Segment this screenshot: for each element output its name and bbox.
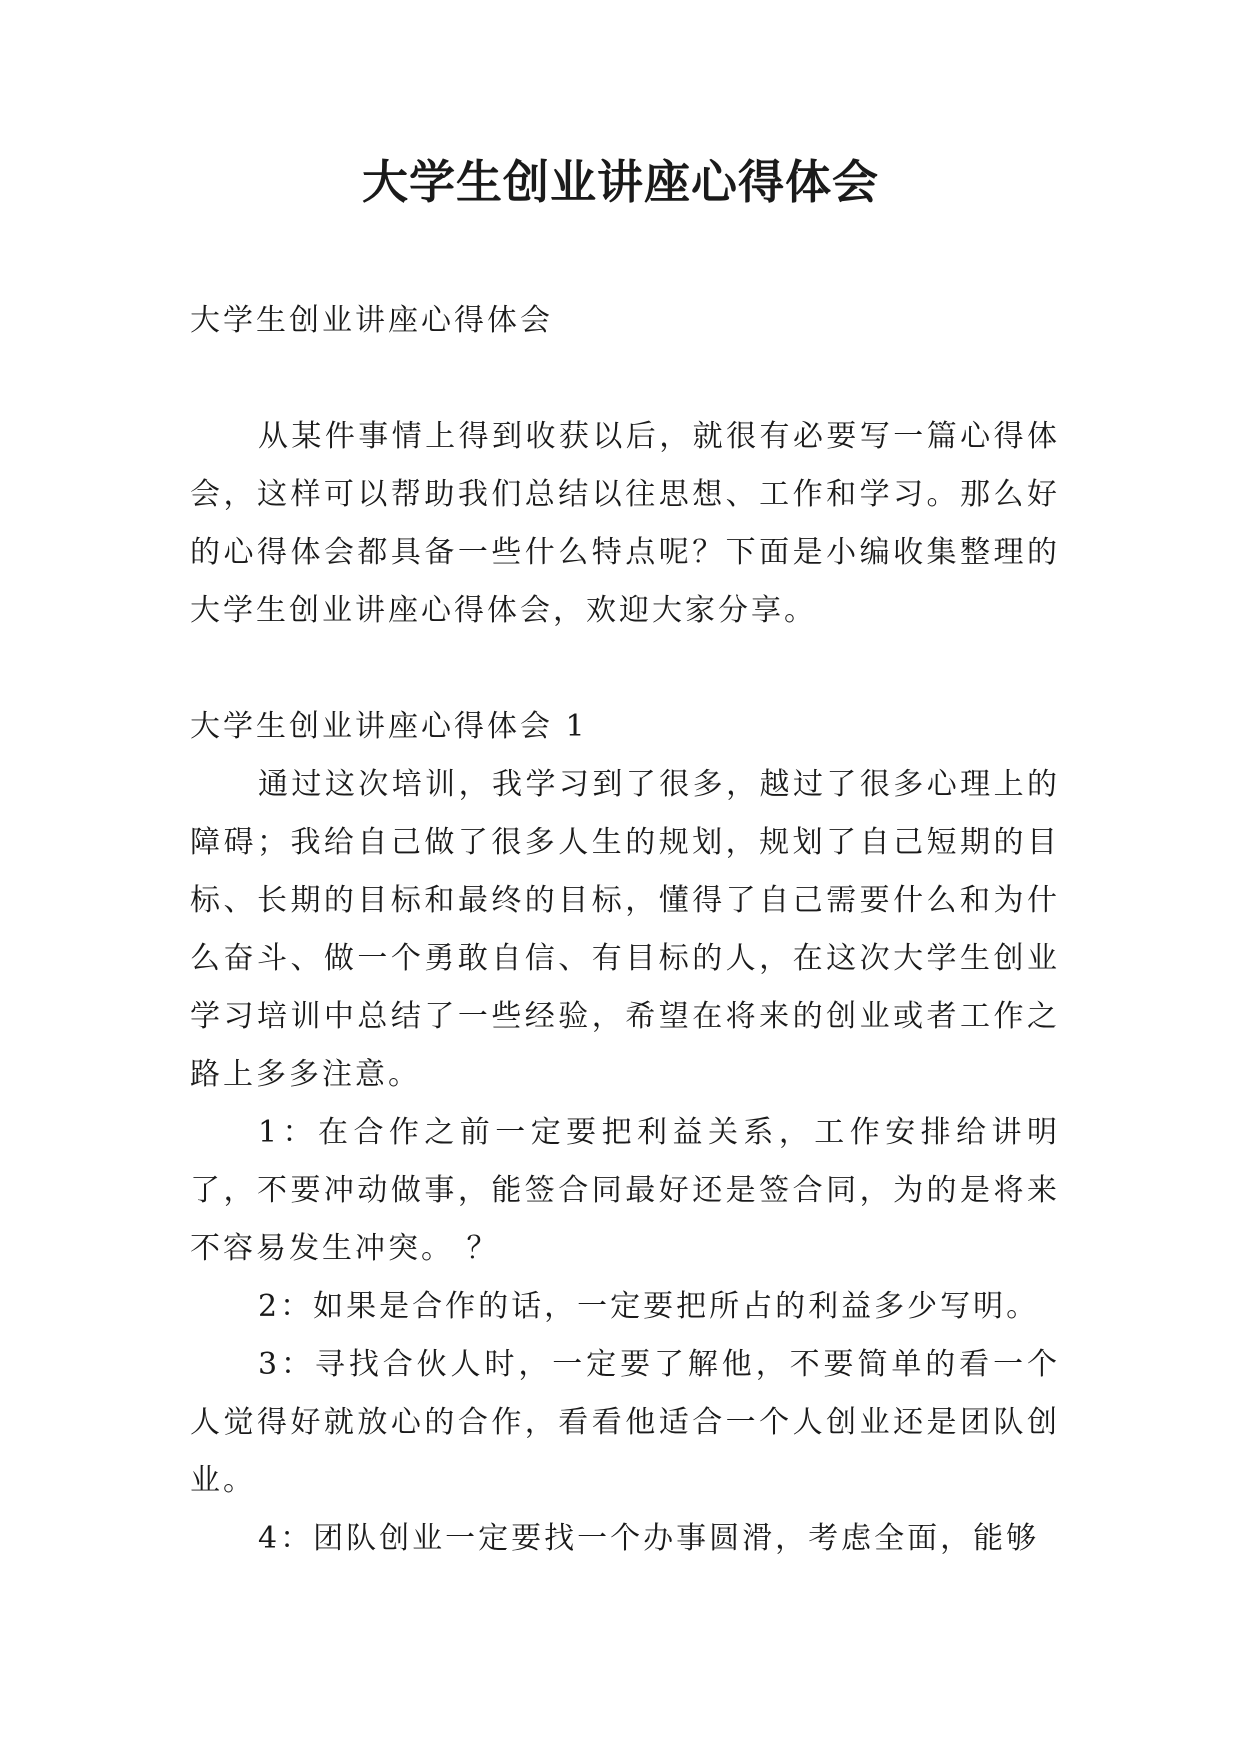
document-title: 大学生创业讲座心得体会: [362, 155, 879, 209]
section-paragraph: 通过这次培训，我学习到了很多，越过了很多心理上的障碍；我给自己做了很多人生的规划，规划了自己短期的目标、长期的目标和最终的目标，懂得了自己需要什么和为什么奋斗、做一个勇敢自信、有目标的人，在这次大学生创业学习培训中总结了一些经验，希望在将来的创业或者工作之路上多多注意。: [190, 767, 1060, 1092]
list-item: 2：如果是合作的话，一定要把所占的利益多少写明。: [258, 1289, 1040, 1324]
list-item: 4：团队创业一定要找一个办事圆滑，考虑全面，能够: [258, 1521, 1040, 1556]
list-item: 3：寻找合伙人时，一定要了解他，不要简单的看一个人觉得好就放心的合作，看看他适合一个人创业还是团队创业。: [190, 1347, 1060, 1498]
document-body: [190, 292, 1060, 1568]
list-item: 1：在合作之前一定要把利益关系，工作安排给讲明了，不要冲动做事，能签合同最好还是签合同，为的是将来不容易发生冲突。 ？: [190, 1115, 1060, 1266]
document-subtitle: 大学生创业讲座心得体会: [190, 303, 553, 338]
section-heading: 大学生创业讲座心得体会 1: [190, 709, 588, 744]
intro-paragraph: 从某件事情上得到收获以后，就很有必要写一篇心得体会，这样可以帮助我们总结以往思想、工作和学习。那么好的心得体会都具备一些什么特点呢？下面是小编收集整理的大学生创业讲座心得体会，欢迎大家分享。: [190, 419, 1060, 628]
